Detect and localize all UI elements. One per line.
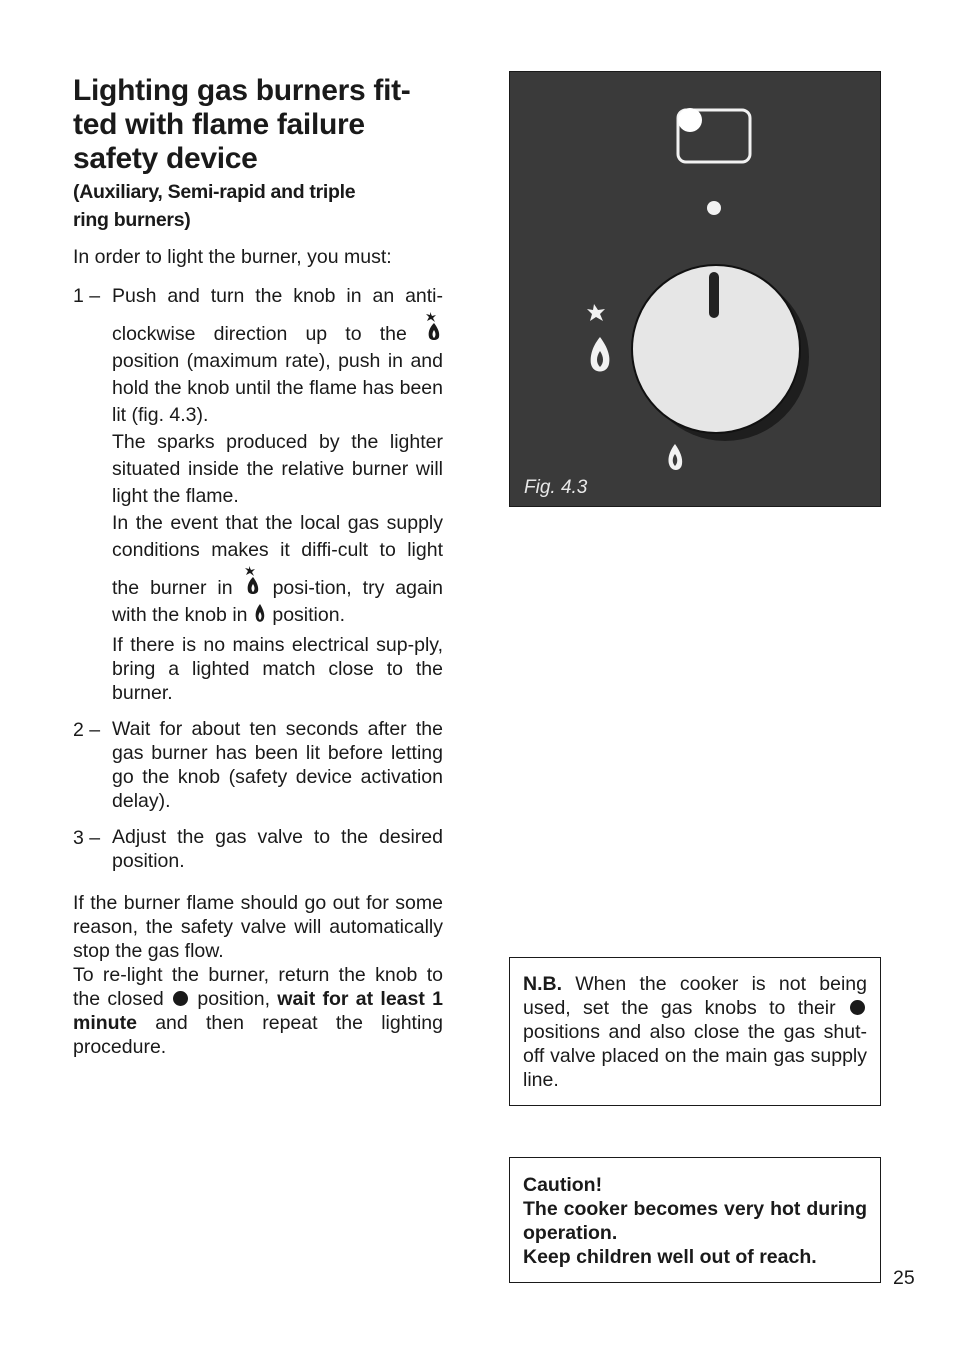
step-1-paragraph-4: If there is no mains electrical sup-ply, bring a lighted match close to the burner. [112,634,443,704]
step-1-paragraph-3 [112,510,443,629]
steps-list [73,283,443,873]
step-body [112,283,443,705]
closed-dot-icon [173,991,188,1006]
step-2-text: Wait for about ten seconds after the gas burner has been lit before letting go the knob (safety device activation delay). [112,718,443,812]
spark-icon [587,304,605,321]
caution-box [509,1157,881,1283]
main-column [73,74,443,1059]
note-text [523,972,867,1092]
title-line-3: safety device [73,142,258,175]
intro-text: In order to light the burner, you must: [73,246,392,268]
step-1-text-c: In the event that the local gas supply conditions makes it diffi-cult to light the burner in [112,512,443,599]
step-1-paragraph-1 [112,283,443,429]
note-box [509,957,881,1106]
step-1-text-a: Push and turn the knob in an anti-clockwise direction up to the [112,285,443,345]
subtitle-line-2: ring burners) [73,209,191,231]
caution-line-2: Keep children well out of reach. [523,1246,817,1268]
spark-flame-icon [244,564,262,598]
figure-caption: Fig. 4.3 [524,477,588,498]
knob-illustration [510,72,880,506]
relight-text-d: and then repeat the lighting procedure. [73,1012,443,1058]
step-3-text: Adjust the gas valve to the desired position. [112,826,443,872]
step-1-paragraph-2: The sparks produced by the lighter situated inside the relative burner will light the flame. [112,431,443,507]
step-2 [73,717,443,813]
note-text-a: When the cooker is not being used, set the gas knobs to their [523,973,867,1019]
caution-line-1: The cooker becomes very hot during operation. [523,1198,867,1244]
step-body [112,825,443,873]
large-flame-icon [591,337,610,372]
caution-title: Caution! [523,1174,603,1196]
title-line-2: ted with flame failure [73,108,365,141]
step-3 [73,825,443,873]
page-title [73,74,443,176]
step-number: 1 – [73,285,101,307]
subtitle-line-1: (Auxiliary, Semi-rapid and triple [73,181,356,203]
note-text-b: positions and also close the gas shut-off valve placed on the main gas supply line. [523,1021,867,1091]
closed-position-dot [707,201,721,215]
step-1 [73,283,443,705]
relight-instructions [73,891,443,1059]
relight-text [73,963,443,1059]
relight-wait-bold: wait for at least 1 minute [73,988,443,1034]
note-label: N.B. [523,973,562,995]
flame-out-text: If the burner flame should go out for some reason, the safety valve will automatically stop the gas flow. [73,892,443,962]
title-line-1: Lighting gas burners fit- [73,74,411,107]
step-number: 2 – [73,719,101,741]
spark-flame-icon [425,310,443,344]
indicator-light-icon [678,108,702,132]
closed-dot-icon [850,1000,865,1015]
small-flame-icon [669,444,683,470]
relight-text-b: position, [197,988,270,1010]
step-1-text-e: position. [272,604,345,626]
relight-text-a: To re-light the burner, return the knob to the closed [73,964,443,1010]
knob-pointer [709,272,719,318]
step-1-text-d: posi-tion, try again with the knob in [112,577,443,626]
page-number: 25 [893,1267,915,1289]
step-number: 3 – [73,827,101,849]
knob-figure [509,71,881,507]
step-1-text-b: position (maximum rate), push in and hold the knob until the flame has been lit (fig. 4.3). [112,350,443,426]
subtitle [73,178,443,234]
step-body [112,717,443,813]
small-flame-icon [253,603,267,625]
